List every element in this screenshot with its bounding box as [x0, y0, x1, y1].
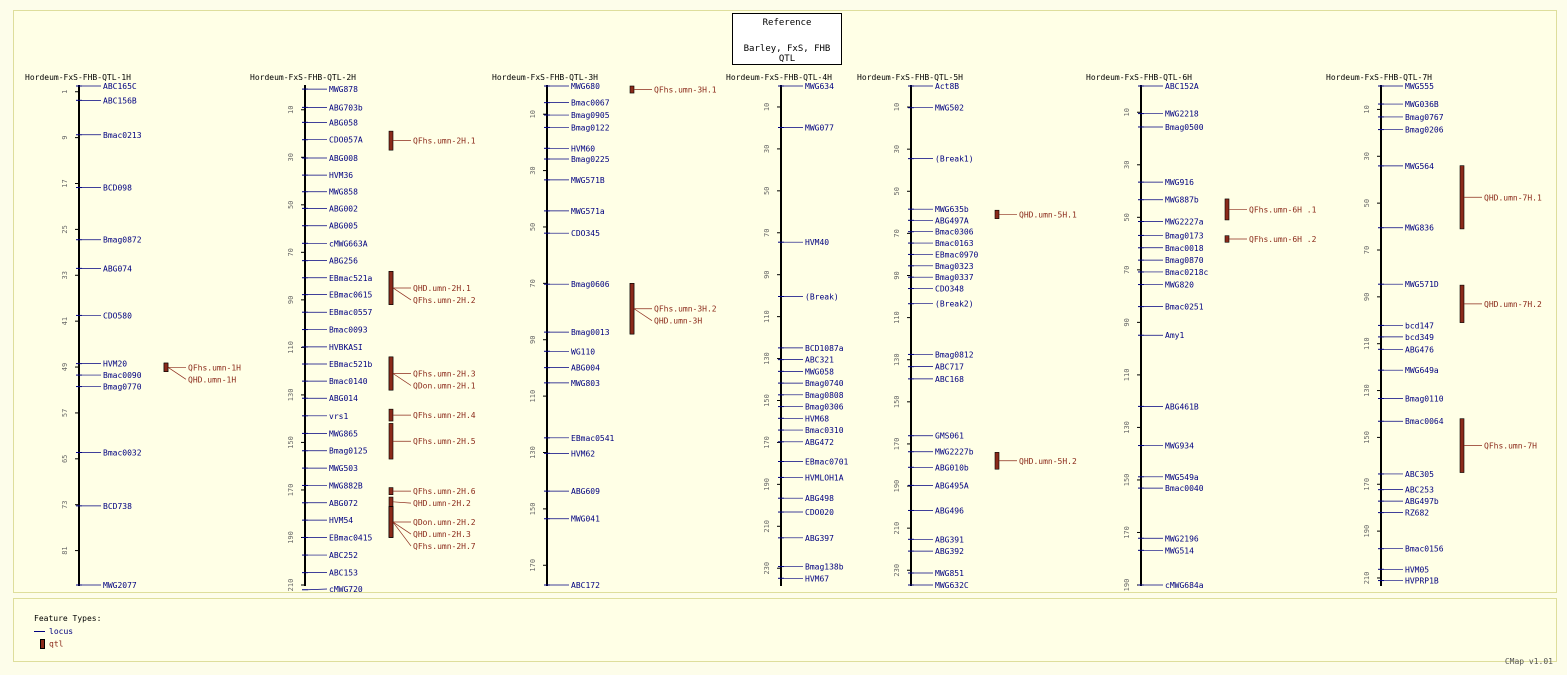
- locus-label[interactable]: MWG649a: [1405, 366, 1439, 376]
- qtl-label[interactable]: QHD.umn-1H: [188, 375, 237, 385]
- axis-tick-label: 190: [893, 479, 901, 493]
- locus-label[interactable]: Bmag0872: [103, 235, 142, 245]
- locus-leader: [308, 589, 327, 590]
- qtl-label[interactable]: QFhs.umn-3H.2: [654, 304, 717, 314]
- qtl-bar: [995, 210, 999, 218]
- locus-label[interactable]: Bmag0500: [1165, 122, 1204, 132]
- locus-label[interactable]: MWG502: [935, 103, 964, 113]
- qtl-label[interactable]: QFhs.umn-2H.1: [413, 136, 476, 146]
- locus-label[interactable]: Bmac0090: [103, 371, 142, 381]
- qtl-bar: [389, 271, 393, 304]
- locus-label[interactable]: MWG934: [1165, 441, 1194, 451]
- axis-tick-label: 57: [61, 408, 69, 418]
- axis-tick-label: 70: [287, 248, 295, 257]
- locus-label[interactable]: Bmag0122: [571, 123, 610, 133]
- axis-tick-label: 10: [893, 102, 901, 112]
- locus-label[interactable]: Bmag0173: [1165, 231, 1204, 241]
- locus-label[interactable]: Bmag0870: [1165, 256, 1204, 266]
- locus-label[interactable]: MWG916: [1165, 178, 1194, 188]
- locus-label[interactable]: ABG074: [103, 264, 132, 274]
- axis-tick-label: 73: [61, 500, 69, 509]
- locus-label[interactable]: Bmag0740: [805, 379, 844, 389]
- map-title: Hordeum-FxS-FHB-QTL-1H: [25, 73, 131, 82]
- locus-label[interactable]: ABC717: [935, 362, 964, 372]
- locus-label[interactable]: HVM68: [805, 414, 830, 424]
- locus-label[interactable]: ABC168: [935, 374, 964, 384]
- locus-label[interactable]: Bmac0163: [935, 239, 974, 249]
- locus-label[interactable]: Bmac0251: [1165, 302, 1204, 312]
- qtl-label[interactable]: QHD.umn-2H.2: [413, 499, 471, 509]
- legend-item-qtl: [40, 639, 63, 649]
- locus-label[interactable]: HVBKASI: [329, 342, 363, 352]
- locus-label[interactable]: HVM60: [571, 144, 596, 154]
- locus-label[interactable]: ABG072: [329, 498, 358, 508]
- locus-label[interactable]: ABC305: [1405, 469, 1434, 479]
- qtl-bar: [389, 488, 393, 495]
- locus-label[interactable]: MWG635b: [935, 205, 969, 215]
- axis-tick-label: 70: [1363, 245, 1371, 255]
- qtl-bar: [164, 363, 168, 372]
- locus-label[interactable]: EBmac0541: [571, 433, 615, 443]
- qtl-label[interactable]: QHD.umn-3H: [654, 316, 703, 326]
- qtl-label[interactable]: QFhs.umn-3H.1: [654, 85, 717, 95]
- locus-label[interactable]: cMWG720: [329, 585, 363, 594]
- footer-version: CMap v1.01: [1504, 657, 1553, 666]
- map-title: Hordeum-FxS-FHB-QTL-3H: [492, 73, 598, 82]
- qtl-bar-icon: [40, 639, 45, 649]
- locus-label[interactable]: Bmac0306: [935, 227, 974, 237]
- axis-tick-label: 10: [287, 105, 295, 114]
- locus-label[interactable]: Bmag0905: [571, 111, 610, 121]
- locus-label[interactable]: HVM36: [329, 171, 354, 181]
- axis-tick-label: 110: [287, 341, 295, 354]
- qtl-label[interactable]: QFhs.umn-7H: [1484, 441, 1537, 451]
- axis-tick-label: 90: [763, 270, 771, 279]
- locus-label[interactable]: HVM05: [1405, 565, 1430, 575]
- locus-label[interactable]: ABG392: [935, 547, 964, 557]
- axis-tick-label: 130: [1123, 421, 1131, 434]
- axis-tick-label: 170: [529, 558, 537, 572]
- locus-label[interactable]: ABG497A: [935, 216, 969, 226]
- locus-label[interactable]: MWG2077: [103, 581, 137, 590]
- axis-tick-label: 30: [763, 144, 771, 154]
- locus-label[interactable]: MWG803: [571, 378, 600, 388]
- locus-label[interactable]: Bmag0206: [1405, 125, 1444, 135]
- locus-label[interactable]: EBmac0970: [935, 250, 979, 260]
- locus-label[interactable]: MWG2227a: [1165, 217, 1204, 227]
- locus-label[interactable]: ABG496: [935, 506, 964, 516]
- locus-label[interactable]: MWG564: [1405, 161, 1434, 171]
- locus-label[interactable]: Bmac0156: [1405, 544, 1444, 554]
- axis-tick-label: 50: [1123, 213, 1131, 222]
- locus-label[interactable]: ABC321: [805, 355, 834, 365]
- qtl-label[interactable]: QFhs.umn-2H.3: [413, 369, 476, 379]
- locus-label[interactable]: ABG498: [805, 494, 834, 504]
- locus-label[interactable]: MWG571B: [571, 175, 605, 185]
- qtl-label[interactable]: QDon.umn-2H.2: [413, 518, 476, 528]
- locus-label[interactable]: MWG882B: [329, 481, 363, 491]
- axis-tick-label: 70: [763, 228, 771, 237]
- locus-label[interactable]: ABG058: [329, 118, 358, 128]
- axis-tick-label: 30: [287, 153, 295, 162]
- legend-item-locus: [34, 627, 73, 636]
- axis-tick-label: 33: [61, 271, 69, 280]
- axis-tick-label: 110: [1363, 337, 1371, 351]
- axis-tick-label: 130: [1363, 384, 1371, 397]
- qtl-leader: [168, 367, 186, 379]
- locus-label[interactable]: MWG555: [1405, 82, 1434, 91]
- locus-label[interactable]: BCD098: [103, 183, 132, 193]
- axis-tick-label: 65: [61, 454, 69, 464]
- qtl-leader: [634, 309, 652, 321]
- axis-tick-label: 230: [763, 561, 771, 575]
- axis-tick-label: 49: [61, 362, 69, 372]
- axis-tick-label: 50: [529, 222, 537, 232]
- axis-tick-label: 110: [893, 311, 901, 324]
- locus-label[interactable]: Bmac0093: [329, 325, 368, 335]
- axis-tick-label: 130: [893, 353, 901, 367]
- axis-tick-label: 190: [287, 531, 295, 544]
- locus-label[interactable]: vrs1: [329, 411, 349, 421]
- qtl-bar: [389, 409, 393, 421]
- qtl-bar: [630, 283, 634, 334]
- locus-label[interactable]: ABG004: [571, 363, 600, 373]
- locus-label[interactable]: MWG514: [1165, 546, 1194, 556]
- axis-tick-label: 70: [1123, 265, 1131, 275]
- locus-label[interactable]: Bmag0013: [571, 328, 610, 338]
- locus-label[interactable]: cMWG663A: [329, 239, 368, 249]
- axis-tick-label: 30: [1123, 160, 1131, 170]
- axis-tick-label: 110: [1123, 368, 1131, 382]
- axis-tick-label: 10: [1123, 108, 1131, 117]
- qtl-bar: [1225, 236, 1229, 243]
- axis-tick-label: 150: [529, 502, 537, 516]
- locus-label[interactable]: Bmag0767: [1405, 112, 1444, 122]
- locus-label[interactable]: ABC172: [571, 581, 600, 590]
- axis-tick-label: 130: [763, 352, 771, 365]
- axis-tick-label: 50: [763, 186, 771, 196]
- qtl-label[interactable]: QFhs.umn-2H.2: [413, 295, 476, 305]
- axis-tick-label: 90: [1123, 318, 1131, 327]
- axis-tick-label: 150: [1363, 431, 1371, 444]
- qtl-leader: [393, 522, 411, 546]
- locus-label[interactable]: MWG878: [329, 85, 358, 95]
- locus-label[interactable]: Bmag0337: [935, 273, 974, 283]
- axis-tick-label: 210: [287, 578, 295, 592]
- locus-label[interactable]: HVPRP1B: [1405, 576, 1439, 586]
- locus-label[interactable]: CDO345: [571, 229, 600, 239]
- map-title: Hordeum-FxS-FHB-QTL-4H: [726, 73, 832, 82]
- axis-tick-label: 170: [763, 436, 771, 449]
- locus-label[interactable]: Bmag0812: [935, 350, 974, 360]
- axis-tick-label: 25: [61, 225, 69, 234]
- locus-label[interactable]: HVM20: [103, 359, 128, 369]
- map-title: Hordeum-FxS-FHB-QTL-6H: [1086, 73, 1192, 82]
- locus-label[interactable]: MWG820: [1165, 280, 1194, 290]
- locus-label[interactable]: Bmag0323: [935, 261, 974, 271]
- axis-tick-label: 150: [763, 394, 771, 407]
- qtl-label[interactable]: QFhs.umn-2H.4: [413, 411, 476, 421]
- locus-label[interactable]: ABC165C: [103, 82, 137, 91]
- axis-tick-label: 90: [893, 271, 901, 280]
- axis-tick-label: 1: [61, 89, 69, 94]
- locus-label[interactable]: BCD738: [103, 501, 132, 511]
- locus-label[interactable]: Bmac0067: [571, 98, 610, 108]
- map-title: Hordeum-FxS-FHB-QTL-7H: [1326, 73, 1432, 82]
- locus-label[interactable]: Bmag0770: [103, 382, 142, 392]
- locus-label[interactable]: MWG2227b: [935, 447, 974, 457]
- locus-label[interactable]: CDO057A: [329, 135, 363, 145]
- qtl-bar: [389, 131, 393, 150]
- axis-tick-label: 170: [287, 483, 295, 497]
- locus-label[interactable]: GMS061: [935, 431, 964, 441]
- locus-label[interactable]: (Break2): [935, 299, 974, 309]
- axis-tick-label: 50: [893, 187, 901, 196]
- locus-label[interactable]: ABG609: [571, 487, 600, 497]
- locus-label[interactable]: MWG2196: [1165, 534, 1199, 544]
- axis-tick-label: 130: [287, 388, 295, 402]
- locus-label[interactable]: ABG391: [935, 535, 964, 545]
- locus-label[interactable]: Bmac0032: [103, 448, 142, 458]
- locus-label[interactable]: MWG041: [571, 514, 600, 524]
- qtl-leader: [393, 502, 411, 503]
- axis-tick-label: 90: [1363, 292, 1371, 302]
- locus-label[interactable]: ABG008: [329, 153, 358, 163]
- locus-label[interactable]: Bmag0110: [1405, 394, 1444, 404]
- locus-label[interactable]: MWG858: [329, 187, 358, 197]
- locus-label[interactable]: EBmac0615: [329, 290, 373, 300]
- locus-label[interactable]: bcd147: [1405, 321, 1434, 331]
- locus-label[interactable]: ABG476: [1405, 345, 1434, 355]
- axis-tick-label: 150: [1123, 473, 1131, 487]
- locus-label[interactable]: MWG503: [329, 464, 358, 474]
- axis-tick-label: 150: [287, 436, 295, 449]
- qtl-bar: [1460, 419, 1464, 473]
- axis-tick-label: 110: [529, 389, 537, 403]
- locus-label[interactable]: Bmag0225: [571, 155, 610, 165]
- locus-label[interactable]: MWG680: [571, 82, 600, 91]
- locus-label[interactable]: ABG014: [329, 394, 358, 404]
- axis-tick-label: 130: [529, 446, 537, 459]
- locus-label[interactable]: ABG397: [805, 533, 834, 543]
- locus-label[interactable]: Bmac0040: [1165, 484, 1204, 494]
- qtl-label[interactable]: QHD.umn-2H.1: [413, 283, 471, 293]
- qtl-label[interactable]: QFhs.umn-2H.6: [413, 487, 476, 497]
- axis-tick-label: 81: [61, 546, 69, 555]
- locus-label[interactable]: CDO020: [805, 508, 834, 518]
- locus-label[interactable]: BCD1087a: [805, 343, 844, 353]
- locus-label[interactable]: Bmac0018: [1165, 243, 1204, 253]
- locus-label[interactable]: EBmac0557: [329, 308, 373, 318]
- locus-label[interactable]: MWG2218: [1165, 109, 1199, 119]
- locus-label[interactable]: ABG461B: [1165, 402, 1199, 412]
- axis-tick-label: 30: [893, 144, 901, 154]
- qtl-leader: [393, 288, 411, 300]
- locus-label[interactable]: MWG865: [329, 429, 358, 439]
- qtl-bar: [389, 507, 393, 538]
- qtl-label[interactable]: QFhs.umn-1H: [188, 363, 241, 373]
- locus-label[interactable]: EBmac521a: [329, 273, 373, 283]
- axis-tick-label: 90: [287, 295, 295, 305]
- locus-label[interactable]: MWG632C: [935, 581, 969, 590]
- locus-label[interactable]: HVMLOH1A: [805, 473, 844, 483]
- axis-tick-label: 210: [1363, 571, 1371, 585]
- locus-label[interactable]: CDO348: [935, 284, 964, 294]
- locus-label[interactable]: ABG497b: [1405, 497, 1439, 507]
- qtl-label[interactable]: QHD.umn-2H.3: [413, 530, 471, 540]
- qtl-label[interactable]: QFhs.umn-2H.7: [413, 542, 476, 552]
- qtl-bar: [389, 497, 393, 507]
- locus-label[interactable]: MWG058: [805, 367, 834, 377]
- locus-label[interactable]: ABG256: [329, 256, 358, 266]
- axis-tick-label: 50: [287, 200, 295, 210]
- locus-label[interactable]: MWG851: [935, 568, 964, 578]
- locus-label[interactable]: Act8B: [935, 82, 960, 91]
- locus-label[interactable]: Bmac0140: [329, 377, 368, 387]
- locus-label[interactable]: Bmac0310: [805, 426, 844, 436]
- qtl-bar: [1225, 199, 1229, 220]
- locus-label[interactable]: RZ682: [1405, 508, 1430, 518]
- axis-tick-label: 10: [529, 109, 537, 119]
- qtl-label[interactable]: QHD.umn-7H.2: [1484, 299, 1542, 309]
- locus-label[interactable]: ABG002: [329, 204, 358, 214]
- locus-label[interactable]: MWG571D: [1405, 280, 1439, 290]
- qtl-label[interactable]: QFhs.umn-6H .2: [1249, 234, 1317, 244]
- axis-tick-label: 190: [1363, 524, 1371, 538]
- axis-tick-label: 70: [893, 229, 901, 238]
- locus-label[interactable]: HVM40: [805, 238, 830, 248]
- axis-tick-label: 110: [763, 310, 771, 323]
- qtl-bar: [1460, 166, 1464, 229]
- axis-tick-label: 210: [893, 521, 901, 535]
- locus-label[interactable]: ABC153: [329, 568, 358, 578]
- reference-subtitle: Barley, FxS, FHB QTL: [743, 44, 831, 64]
- locus-label[interactable]: ABG703b: [329, 103, 363, 113]
- locus-label[interactable]: MWG077: [805, 123, 834, 133]
- locus-label[interactable]: Bmag0808: [805, 390, 844, 400]
- locus-label[interactable]: Bmac0064: [1405, 417, 1444, 427]
- qtl-label[interactable]: QDon.umn-2H.1: [413, 381, 476, 391]
- locus-label[interactable]: ABC253: [1405, 485, 1434, 495]
- qtl-leader: [393, 522, 411, 534]
- locus-label[interactable]: CDO580: [103, 311, 132, 321]
- locus-label[interactable]: ABG010b: [935, 463, 969, 473]
- map-title: Hordeum-FxS-FHB-QTL-5H: [857, 73, 963, 82]
- axis-tick-label: 170: [1123, 526, 1131, 539]
- axis-tick-label: 50: [1363, 198, 1371, 208]
- qtl-bar: [995, 452, 999, 469]
- axis-tick-label: 230: [893, 563, 901, 577]
- locus-label[interactable]: MWG887b: [1165, 195, 1199, 205]
- locus-label[interactable]: (Break): [805, 292, 839, 302]
- axis-tick-label: 30: [1363, 152, 1371, 161]
- locus-label[interactable]: WG110: [571, 347, 596, 357]
- locus-label[interactable]: EBmac0415: [329, 533, 373, 543]
- axis-tick-label: 170: [893, 437, 901, 451]
- qtl-label[interactable]: QHD.umn-7H.1: [1484, 193, 1542, 203]
- locus-label[interactable]: EBmac0701: [805, 457, 849, 467]
- locus-label[interactable]: MWG549a: [1165, 472, 1199, 482]
- locus-label[interactable]: ABG005: [329, 221, 358, 231]
- qtl-label[interactable]: QHD.umn-5H.2: [1019, 456, 1077, 466]
- locus-label[interactable]: HVM67: [805, 574, 830, 584]
- axis-tick-label: 9: [61, 135, 69, 140]
- locus-label[interactable]: ABC156B: [103, 96, 137, 106]
- axis-tick-label: 170: [1363, 477, 1371, 491]
- locus-label[interactable]: Amy1: [1165, 331, 1185, 341]
- qtl-label[interactable]: QFhs.umn-2H.5: [413, 437, 476, 447]
- legend-label-locus: locus: [49, 627, 74, 636]
- axis-tick-label: 10: [1363, 105, 1371, 114]
- axis-tick-label: 41: [61, 316, 69, 326]
- qtl-bar: [389, 357, 393, 390]
- locus-label[interactable]: Bmag0125: [329, 446, 368, 456]
- locus-label[interactable]: Bmac0213: [103, 130, 142, 140]
- locus-label[interactable]: cMWG684a: [1165, 581, 1204, 590]
- reference-title: Reference: [762, 18, 812, 28]
- locus-label[interactable]: MWG571a: [571, 206, 605, 216]
- axis-tick-label: 30: [529, 166, 537, 175]
- axis-tick-label: 150: [893, 395, 901, 409]
- axis-tick-label: 17: [61, 179, 69, 188]
- axis-tick-label: 190: [1123, 578, 1131, 592]
- locus-label[interactable]: Bmac0218c: [1165, 267, 1209, 277]
- axis-tick-label: 10: [763, 102, 771, 112]
- locus-label[interactable]: (Break1): [935, 154, 974, 164]
- locus-label[interactable]: Bmag138b: [805, 562, 844, 572]
- locus-label[interactable]: Bmag0606: [571, 280, 610, 290]
- locus-label[interactable]: EBmac521b: [329, 360, 373, 370]
- locus-label[interactable]: MWG634: [805, 82, 834, 91]
- axis-tick-label: 70: [529, 279, 537, 288]
- axis-tick-label: 190: [763, 478, 771, 491]
- locus-label[interactable]: ABC252: [329, 551, 358, 561]
- qtl-label[interactable]: QHD.umn-5H.1: [1019, 210, 1077, 220]
- axis-tick-label: 90: [529, 335, 537, 344]
- locus-label[interactable]: ABG495A: [935, 481, 969, 491]
- qtl-bar: [389, 423, 393, 459]
- qtl-label[interactable]: QFhs.umn-6H .1: [1249, 205, 1317, 215]
- qtl-bar: [630, 86, 634, 93]
- locus-label[interactable]: ABG472: [805, 437, 834, 447]
- map-title: Hordeum-FxS-FHB-QTL-2H: [250, 73, 356, 82]
- axis-tick-label: 210: [763, 519, 771, 533]
- legend-title: Feature Types:: [34, 614, 102, 623]
- legend-label-qtl: qtl: [49, 639, 64, 649]
- locus-label[interactable]: HVM54: [329, 516, 354, 526]
- locus-label[interactable]: MWG036B: [1405, 100, 1439, 110]
- locus-label[interactable]: ABC152A: [1165, 82, 1199, 91]
- qtl-bar: [1460, 285, 1464, 322]
- qtl-leader: [393, 374, 411, 386]
- locus-line-icon: [34, 631, 45, 632]
- locus-label[interactable]: HVM62: [571, 449, 596, 459]
- locus-label[interactable]: bcd349: [1405, 332, 1434, 342]
- locus-label[interactable]: Bmag0306: [805, 402, 844, 412]
- locus-label[interactable]: MWG836: [1405, 223, 1434, 233]
